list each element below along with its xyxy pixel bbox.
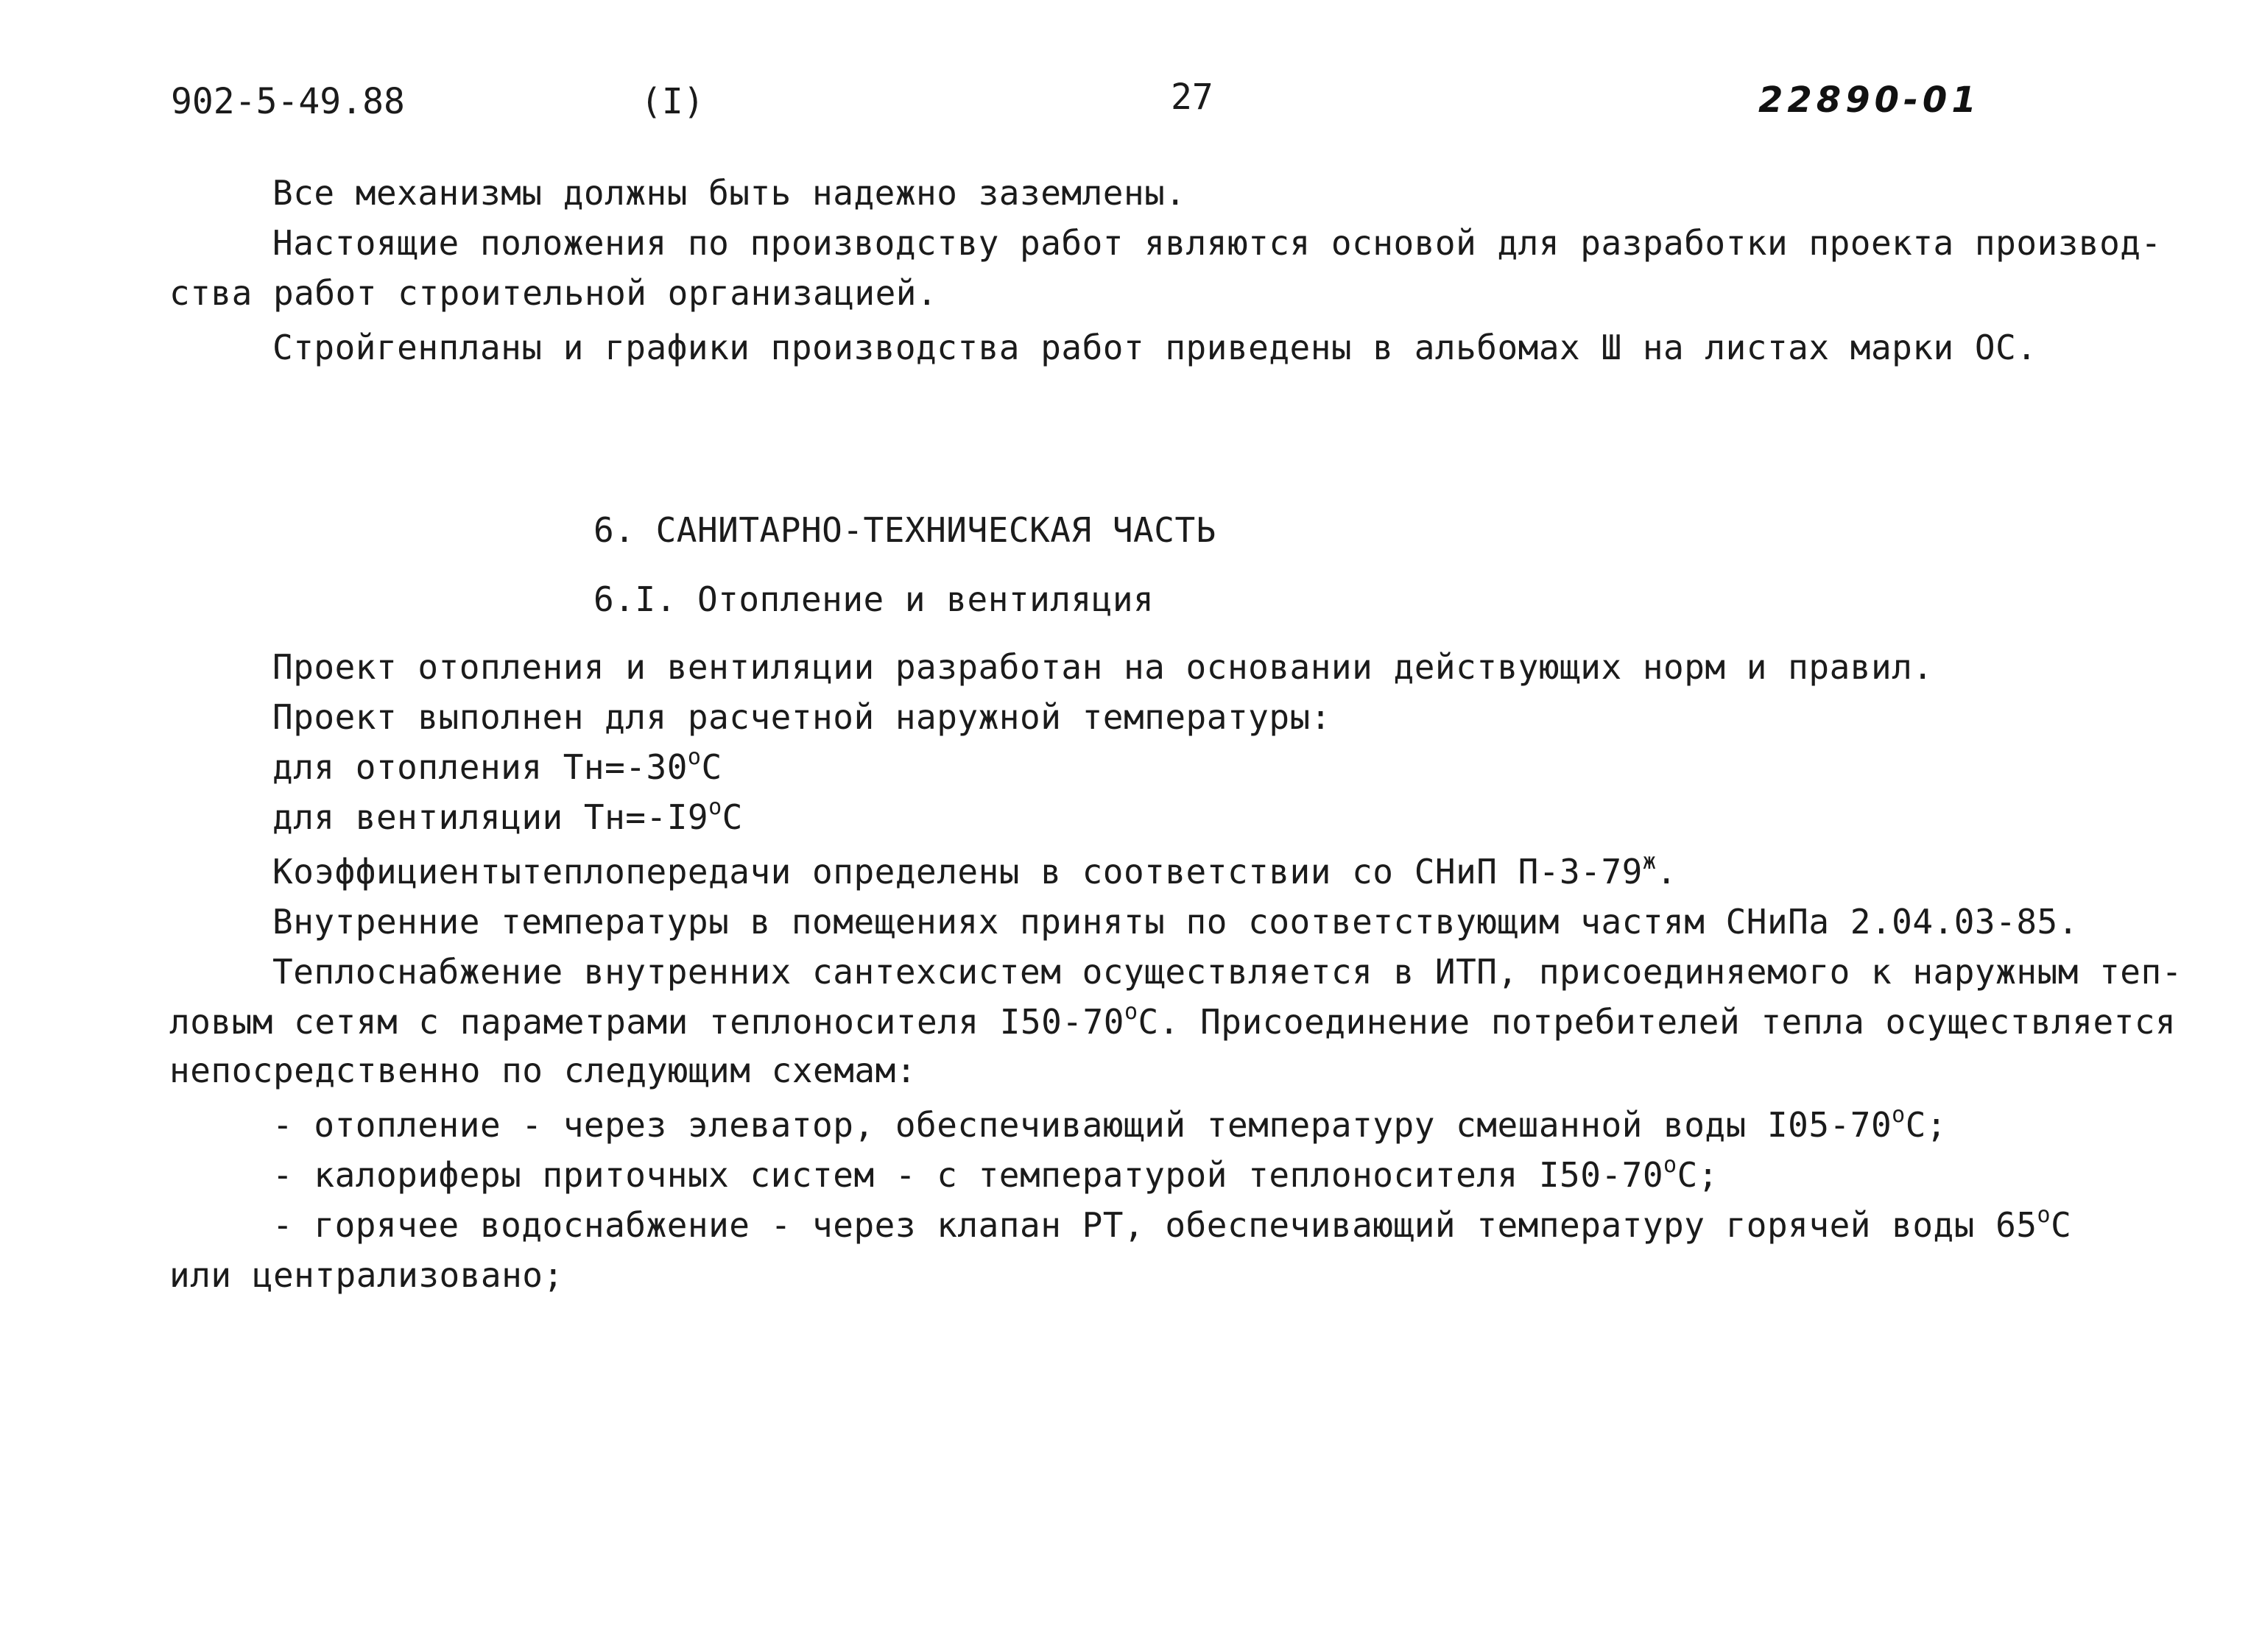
text-run: С; (1677, 1155, 1719, 1195)
superscript: о (2037, 1201, 2051, 1228)
paragraph-line: Внутренние температуры в помещениях приняты по соответствующим частям СНиПа 2.04.03-85. (272, 902, 2079, 942)
paragraph-line (272, 792, 743, 842)
paragraph-line (272, 1150, 1719, 1200)
paragraph-line: Настоящие положения по производству работ являются основой для разработки проекта производ- (272, 223, 2162, 263)
page-number: 27 (1171, 77, 1213, 118)
paragraph-line: Все механизмы должны быть надежно заземлены. (272, 173, 1186, 213)
text-run: С; (1905, 1105, 1948, 1145)
document-code: 902-5-49.88 (171, 81, 405, 122)
part-number: (I) (641, 81, 705, 122)
superscript: о (687, 744, 702, 770)
text-run: ловым сетям с параметрами теплоносителя I50-70 (169, 1002, 1124, 1042)
text-run: С (722, 797, 743, 837)
text-run: - калориферы приточных систем - с температурой теплоносителя I50-70 (272, 1155, 1664, 1195)
superscript: о (1663, 1151, 1677, 1178)
paragraph-line: или централизовано; (169, 1255, 564, 1295)
paragraph-line: ства работ строительной организацией. (169, 273, 938, 313)
text-run: С (2051, 1205, 2072, 1245)
paragraph-line: Проект выполнен для расчетной наружной температуры: (272, 697, 1331, 737)
subsection-heading: 6.I. Отопление и вентиляция (593, 579, 1155, 619)
paragraph-line: Проект отопления и вентиляции разработан на основании действующих норм и правил. (272, 647, 1934, 687)
paragraph-line: Стройгенпланы и графики производства работ приведены в альбомах Ш на листах марки ОС. (272, 328, 2037, 367)
text-run: - горячее водоснабжение - через клапан РТ, обеспечивающий температуру горячей воды 65 (272, 1205, 2037, 1245)
paragraph-line (272, 847, 1677, 897)
paragraph-line (169, 997, 2176, 1047)
text-run: С. Присоединение потребителей тепла осуществляется (1138, 1002, 2177, 1042)
text-run: Коэффициентытеплопередачи определены в соответствии со СНиП П-3-79 (272, 852, 1643, 892)
superscript: о (708, 794, 722, 820)
paragraph-line (272, 1200, 2071, 1250)
text-run: - отопление - через элеватор, обеспечивающий температуру смешанной воды I05-70 (272, 1105, 1892, 1145)
text-run: для отопления Тн=-30 (272, 747, 688, 787)
text-run: . (1656, 852, 1677, 892)
superscript: ж (1642, 848, 1657, 875)
text-run: для вентиляции Тн=-I9 (272, 797, 709, 837)
paragraph-line (272, 1100, 1947, 1150)
superscript: о (1892, 1101, 1906, 1128)
paragraph-line: непосредственно по следующим схемам: (169, 1051, 917, 1090)
handwritten-inventory-number: 22890-01 (1758, 80, 1981, 121)
section-heading: 6. САНИТАРНО-ТЕХНИЧЕСКАЯ ЧАСТЬ (593, 510, 1216, 550)
text-run: С (701, 747, 722, 787)
superscript: о (1124, 998, 1138, 1025)
paragraph-line (272, 742, 722, 792)
paragraph-line: Теплоснабжение внутренних сантехсистем осуществляется в ИТП, присоединяемого к наружным теп- (272, 952, 2182, 992)
